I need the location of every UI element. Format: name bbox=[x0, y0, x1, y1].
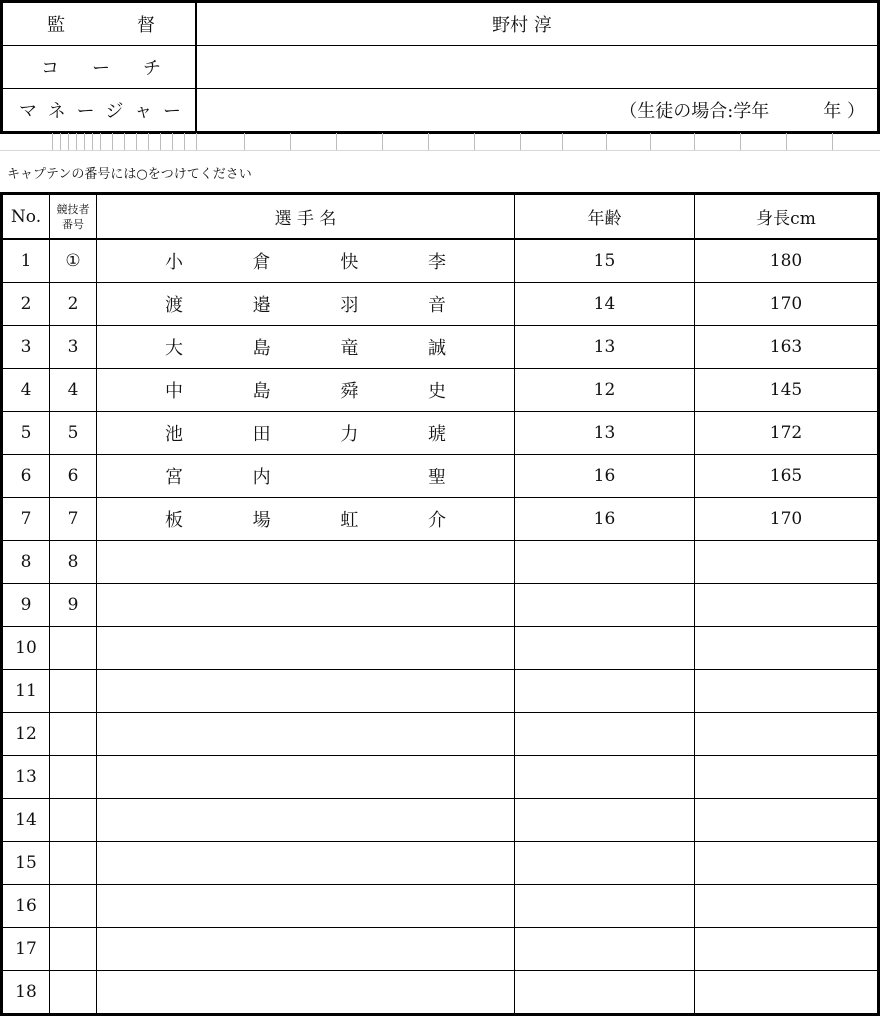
row-no: 1 bbox=[2, 239, 50, 283]
manager-label: マ ネ ー ジ ャ ー bbox=[2, 89, 197, 133]
ruler-tick bbox=[196, 133, 197, 150]
coach-field[interactable] bbox=[196, 46, 879, 89]
ruler-tick bbox=[740, 133, 741, 150]
table-row bbox=[2, 283, 879, 326]
ruler-tick bbox=[52, 133, 53, 150]
table-row bbox=[2, 455, 879, 498]
header-name: 選 手 名 bbox=[97, 194, 515, 240]
row-no: 8 bbox=[2, 541, 50, 584]
name-char: 倉 bbox=[252, 252, 271, 273]
ruler-tick bbox=[68, 133, 69, 150]
row-no: 9 bbox=[2, 584, 50, 627]
table-row bbox=[2, 369, 879, 412]
manager-field[interactable]: （生徒の場合:学年 年 ） bbox=[196, 89, 879, 133]
row-no: 7 bbox=[2, 498, 50, 541]
row-name[interactable] bbox=[97, 971, 515, 1015]
name-char: 聖 bbox=[427, 467, 446, 488]
table-row bbox=[2, 799, 879, 842]
table-row bbox=[2, 670, 879, 713]
ruler-tick bbox=[382, 133, 383, 150]
row-no: 6 bbox=[2, 455, 50, 498]
row-height[interactable] bbox=[695, 928, 879, 971]
row-no: 14 bbox=[2, 799, 50, 842]
name-char: 虹 bbox=[340, 510, 359, 531]
name-char bbox=[339, 463, 359, 489]
row-name[interactable] bbox=[97, 283, 515, 326]
player-table bbox=[0, 192, 880, 1016]
name-char: 池 bbox=[165, 424, 183, 445]
table-row bbox=[2, 239, 879, 283]
row-name[interactable] bbox=[97, 799, 515, 842]
ruler-tick bbox=[606, 133, 607, 150]
table-row bbox=[2, 326, 879, 369]
header-number: 競技者 番号 bbox=[50, 194, 97, 240]
ruler-tick bbox=[562, 133, 563, 150]
row-height[interactable] bbox=[695, 670, 879, 713]
row-number[interactable]: 6 bbox=[50, 455, 97, 498]
name-char: 誠 bbox=[427, 338, 446, 359]
table-row bbox=[2, 498, 879, 541]
row-no: 17 bbox=[2, 928, 50, 971]
row-no: 3 bbox=[2, 326, 50, 369]
row-no: 2 bbox=[2, 283, 50, 326]
ruler-tick bbox=[148, 133, 149, 150]
row-age[interactable]: 13 bbox=[515, 412, 695, 455]
captain-note: キャプテンの番号には○をつけてください bbox=[7, 167, 252, 182]
row-age[interactable] bbox=[515, 842, 695, 885]
row-name[interactable] bbox=[97, 498, 515, 541]
row-name[interactable] bbox=[97, 369, 515, 412]
row-height[interactable]: 145 bbox=[695, 369, 879, 412]
row-height[interactable] bbox=[695, 584, 879, 627]
row-height[interactable] bbox=[695, 842, 879, 885]
name-char: 李 bbox=[427, 252, 446, 273]
ruler-tick bbox=[184, 133, 185, 150]
row-age[interactable] bbox=[515, 928, 695, 971]
ruler-tick bbox=[172, 133, 173, 150]
row-height[interactable] bbox=[695, 756, 879, 799]
manager-row bbox=[2, 89, 879, 133]
name-char: 小 bbox=[165, 252, 183, 273]
row-no: 12 bbox=[2, 713, 50, 756]
row-age[interactable] bbox=[515, 670, 695, 713]
name-char: 舜 bbox=[340, 381, 359, 402]
row-height[interactable]: 165 bbox=[695, 455, 879, 498]
row-number[interactable] bbox=[50, 799, 97, 842]
row-age[interactable]: 12 bbox=[515, 369, 695, 412]
row-age[interactable]: 16 bbox=[515, 455, 695, 498]
name-char: 宮 bbox=[165, 467, 183, 488]
row-number[interactable]: ① bbox=[50, 239, 97, 283]
ruler-tick bbox=[786, 133, 787, 150]
row-age[interactable] bbox=[515, 584, 695, 627]
row-number[interactable]: 3 bbox=[50, 326, 97, 369]
row-name[interactable] bbox=[97, 627, 515, 670]
row-number[interactable] bbox=[50, 842, 97, 885]
coach-label: コ ー チ bbox=[2, 46, 197, 89]
row-number[interactable] bbox=[50, 885, 97, 928]
name-char: 中 bbox=[165, 381, 183, 402]
name-char: 渡 bbox=[165, 295, 183, 316]
staff-table bbox=[0, 0, 880, 134]
table-row bbox=[2, 627, 879, 670]
row-number[interactable]: 2 bbox=[50, 283, 97, 326]
row-name[interactable] bbox=[97, 885, 515, 928]
head-coach-label: 監 督 bbox=[2, 2, 197, 46]
row-name[interactable] bbox=[97, 326, 515, 369]
row-no: 5 bbox=[2, 412, 50, 455]
ruler-tick bbox=[100, 133, 101, 150]
header-height: 身長cm bbox=[695, 194, 879, 240]
table-row bbox=[2, 842, 879, 885]
row-age[interactable] bbox=[515, 885, 695, 928]
row-name[interactable] bbox=[97, 584, 515, 627]
row-height[interactable]: 180 bbox=[695, 239, 879, 283]
row-no: 11 bbox=[2, 670, 50, 713]
row-name[interactable] bbox=[97, 713, 515, 756]
row-number[interactable]: 9 bbox=[50, 584, 97, 627]
row-age[interactable]: 14 bbox=[515, 283, 695, 326]
ruler-tick bbox=[694, 133, 695, 150]
ruler-tick bbox=[244, 133, 245, 150]
table-row bbox=[2, 885, 879, 928]
ruler-strip bbox=[0, 133, 880, 151]
row-age[interactable] bbox=[515, 799, 695, 842]
row-age[interactable] bbox=[515, 713, 695, 756]
header-age: 年齢 bbox=[515, 194, 695, 240]
table-row bbox=[2, 928, 879, 971]
coach-row bbox=[2, 46, 879, 89]
name-char: 内 bbox=[252, 467, 271, 488]
row-height[interactable] bbox=[695, 713, 879, 756]
row-no: 18 bbox=[2, 971, 50, 1015]
ruler-tick bbox=[84, 133, 85, 150]
row-no: 13 bbox=[2, 756, 50, 799]
row-age[interactable] bbox=[515, 756, 695, 799]
name-char: 板 bbox=[165, 510, 183, 531]
row-number[interactable] bbox=[50, 627, 97, 670]
ruler-tick bbox=[474, 133, 475, 150]
row-height[interactable] bbox=[695, 541, 879, 584]
row-age[interactable]: 13 bbox=[515, 326, 695, 369]
name-char: 島 bbox=[252, 338, 271, 359]
ruler-tick bbox=[92, 133, 93, 150]
row-name[interactable] bbox=[97, 756, 515, 799]
name-char: 場 bbox=[252, 510, 271, 531]
head-coach-row bbox=[2, 2, 879, 46]
ruler-tick bbox=[76, 133, 77, 150]
row-height[interactable] bbox=[695, 971, 879, 1015]
header-no: No. bbox=[2, 194, 50, 240]
row-number[interactable] bbox=[50, 928, 97, 971]
row-name[interactable] bbox=[97, 541, 515, 584]
name-char: 田 bbox=[252, 424, 271, 445]
ruler-tick bbox=[428, 133, 429, 150]
name-char: 羽 bbox=[340, 295, 359, 316]
row-no: 10 bbox=[2, 627, 50, 670]
row-no: 4 bbox=[2, 369, 50, 412]
name-char: 島 bbox=[252, 381, 271, 402]
row-name[interactable] bbox=[97, 928, 515, 971]
ruler-tick bbox=[160, 133, 161, 150]
ruler-tick bbox=[124, 133, 125, 150]
row-age[interactable] bbox=[515, 627, 695, 670]
name-char: 琥 bbox=[427, 424, 446, 445]
ruler-tick bbox=[650, 133, 651, 150]
ruler-tick bbox=[112, 133, 113, 150]
table-row bbox=[2, 584, 879, 627]
row-number[interactable] bbox=[50, 971, 97, 1015]
row-number[interactable]: 4 bbox=[50, 369, 97, 412]
name-char: 竜 bbox=[340, 338, 359, 359]
name-char: 音 bbox=[427, 295, 446, 316]
row-name[interactable] bbox=[97, 455, 515, 498]
row-height[interactable] bbox=[695, 799, 879, 842]
row-height[interactable] bbox=[695, 885, 879, 928]
table-row bbox=[2, 412, 879, 455]
table-row bbox=[2, 541, 879, 584]
ruler-tick bbox=[60, 133, 61, 150]
row-number[interactable] bbox=[50, 670, 97, 713]
table-row bbox=[2, 971, 879, 1015]
name-char: 大 bbox=[165, 338, 183, 359]
row-age[interactable]: 15 bbox=[515, 239, 695, 283]
name-char: 快 bbox=[340, 252, 359, 273]
row-number[interactable]: 8 bbox=[50, 541, 97, 584]
row-number[interactable]: 5 bbox=[50, 412, 97, 455]
row-no: 16 bbox=[2, 885, 50, 928]
row-no: 15 bbox=[2, 842, 50, 885]
row-age[interactable]: 16 bbox=[515, 498, 695, 541]
row-name[interactable] bbox=[97, 842, 515, 885]
row-name[interactable] bbox=[97, 412, 515, 455]
ruler-tick bbox=[136, 133, 137, 150]
ruler-tick bbox=[832, 133, 833, 150]
ruler-tick bbox=[520, 133, 521, 150]
row-height[interactable]: 170 bbox=[695, 283, 879, 326]
name-char: 史 bbox=[427, 381, 446, 402]
row-number[interactable]: 7 bbox=[50, 498, 97, 541]
name-char: 邉 bbox=[252, 295, 271, 316]
name-char: 力 bbox=[340, 424, 359, 445]
row-height[interactable]: 170 bbox=[695, 498, 879, 541]
row-number[interactable] bbox=[50, 713, 97, 756]
row-height[interactable] bbox=[695, 627, 879, 670]
row-name[interactable] bbox=[97, 670, 515, 713]
row-height[interactable]: 172 bbox=[695, 412, 879, 455]
table-row bbox=[2, 713, 879, 756]
table-header-row bbox=[2, 194, 879, 240]
row-name[interactable] bbox=[97, 239, 515, 283]
table-row bbox=[2, 756, 879, 799]
row-number[interactable] bbox=[50, 756, 97, 799]
head-coach-field[interactable]: 野村 淳 bbox=[196, 2, 879, 46]
name-char: 介 bbox=[427, 510, 446, 531]
row-height[interactable]: 163 bbox=[695, 326, 879, 369]
row-age[interactable] bbox=[515, 541, 695, 584]
row-age[interactable] bbox=[515, 971, 695, 1015]
ruler-tick bbox=[336, 133, 337, 150]
ruler-tick bbox=[290, 133, 291, 150]
